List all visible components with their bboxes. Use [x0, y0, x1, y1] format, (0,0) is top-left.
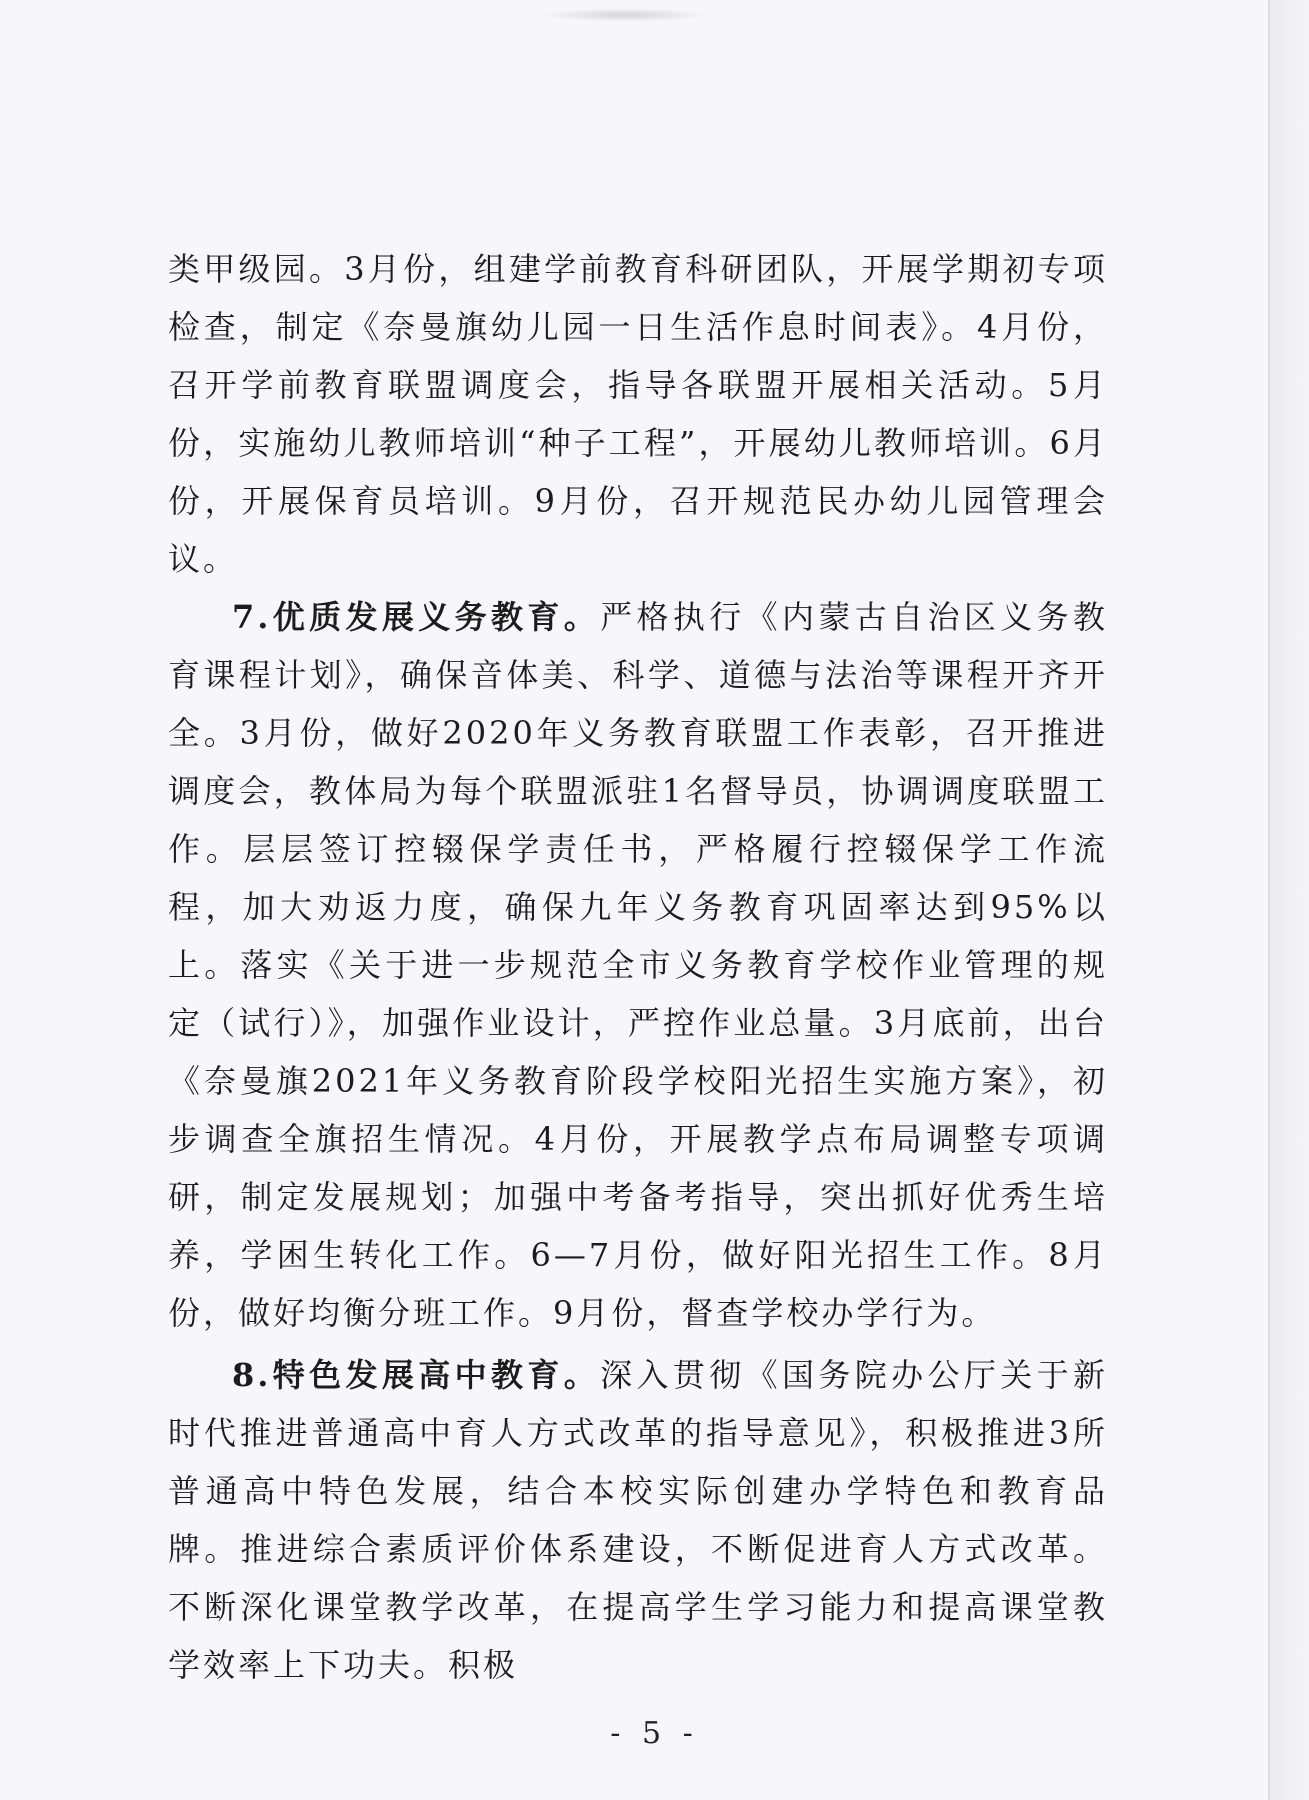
scan-edge-shadow: [1268, 0, 1309, 1800]
section-heading-8: 8.特色发展高中教育。: [232, 1356, 601, 1394]
section-heading-7: 7.优质发展义务教育。: [232, 598, 601, 636]
paragraph-kindergarten: [168, 240, 1108, 588]
paragraph-compulsory-education: [168, 588, 1108, 1342]
paragraph-high-school: [168, 1346, 1108, 1694]
paragraph-text: 严格执行《内蒙古自治区义务教育课程计划》，确保音体美、科学、道德与法治等课程开齐开全。3月份，做好2020年义务教育联盟工作表彰，召开推进调度会，教体局为每个联盟派驻1名督导员，协调调度联盟工作。层层签订控辍保学责任书，严格履行控辍保学工作流程，加大劝返力度，确保九年义务教育巩固率达到95%以上。落实《关于进一步规范全市义务教育学校作业管理的规定（试行）》，加强作业设计，严控作业总量。3月底前，出台《奈曼旗2021年义务教育阶段学校阳光招生实施方案》，初步调查全旗招生情况。4月份，开展教学点布局调整专项调研，制定发展规划；加强中考备考指导，突出抓好优秀生培养，学困生转化工作。6—7月份，做好阳光招生工作。8月份，做好均衡分班工作。9月份，督查学校办学行为。: [168, 598, 1108, 1332]
page-number: - 5 -: [610, 1716, 699, 1751]
paragraph-text: 类甲级园。3月份，组建学前教育科研团队，开展学期初专项检查，制定《奈曼旗幼儿园一日生活作息时间表》。4月份，召开学前教育联盟调度会，指导各联盟开展相关活动。5月份，实施幼儿教师培训“种子工程”，开展幼儿教师培训。6月份，开展保育员培训。9月份，召开规范民办幼儿园管理会议。: [168, 250, 1108, 578]
scan-smudge: [540, 8, 710, 22]
paragraph-text: 深入贯彻《国务院办公厅关于新时代推进普通高中育人方式改革的指导意见》，积极推进3所普通高中特色发展，结合本校实际创建办学特色和教育品牌。推进综合素质评价体系建设，不断促进育人方式改革。不断深化课堂教学改革，在提高学生学习能力和提高课堂教学效率上下功夫。积极: [168, 1356, 1108, 1684]
document-body: [168, 240, 1108, 1694]
